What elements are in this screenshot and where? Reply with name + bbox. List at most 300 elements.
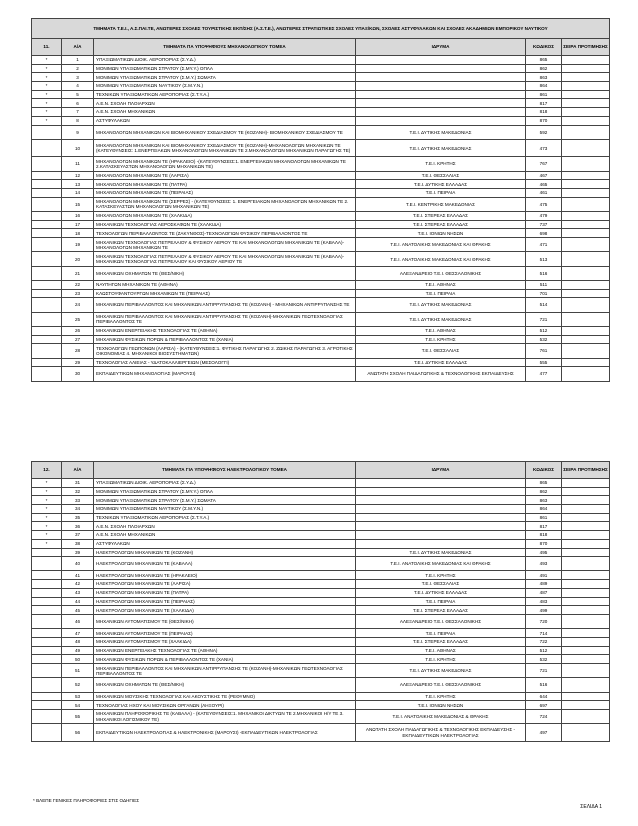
- department-code: 701: [526, 289, 562, 298]
- department-name: ΗΛΕΚΤΡΟΛΟΓΩΝ ΜΗΧΑΝΙΚΩΝ ΤΕ (ΚΑΒΑΛΑ): [94, 557, 356, 571]
- row-mark: [32, 588, 62, 597]
- institution-name: Τ.Ε.Ι. ΑΝΑΤΟΛΙΚΗΣ ΜΑΚΕΔΟΝΙΑΣ ΚΑΙ ΘΡΑΚΗΣ: [356, 238, 526, 252]
- department-name: ΗΛΕΚΤΡΟΛΟΓΩΝ ΜΗΧΑΝΙΚΩΝ ΤΕ (ΠΑΤΡΑ): [94, 588, 356, 597]
- preference-order-cell[interactable]: [562, 252, 610, 266]
- row-number: 26: [62, 326, 94, 335]
- row-mark: *: [32, 522, 62, 531]
- table-row: [32, 220, 610, 229]
- table-row: [32, 496, 610, 505]
- row-mark: [32, 701, 62, 710]
- preference-order-cell[interactable]: [562, 655, 610, 664]
- preference-order-cell[interactable]: [562, 189, 610, 198]
- row-number: 43: [62, 588, 94, 597]
- department-code: 467: [526, 171, 562, 180]
- institution-name: Τ.Ε.Ι. ΠΕΙΡΑΙΑ: [356, 289, 526, 298]
- department-name: Α.Ε.Ν. ΣΧΟΛΗ ΠΛΟΙΑΡΧΩΝ: [94, 99, 356, 108]
- row-mark: [32, 197, 62, 211]
- section-12-rows: [32, 479, 610, 742]
- row-number: 27: [62, 335, 94, 344]
- row-number: 23: [62, 289, 94, 298]
- department-name: ΝΑΥΠΗΓΩΝ ΜΗΧΑΝΙΚΩΝ ΤΕ (ΑΘΗΝΑ): [94, 281, 356, 290]
- row-number: 24: [62, 298, 94, 312]
- department-name: ΥΠΑΞΙΩΜΑΤΙΚΩΝ ΔΙΟΙΚ. ΑΕΡΟΠΟΡΙΑΣ (Σ.Υ.Δ.): [94, 56, 356, 65]
- preference-order-cell[interactable]: [562, 312, 610, 326]
- department-name: ΜΗΧΑΝΟΛΟΓΩΝ ΜΗΧΑΝΙΚΩΝ ΚΑΙ ΒΙΟΜΗΧΑΝΙΚΟΥ ΣΧΕΔΙΑΣΜΟΥ ΤΕ (ΚΟΖΑΝΗ)- ΒΙΟΜΗΧΑΝΙΚΟΥ ΣΧΕΔΙΑΣΜΟΥ ΤΕ: [94, 125, 356, 139]
- institution-name: [356, 64, 526, 73]
- department-code: 512: [526, 326, 562, 335]
- table-row: [32, 522, 610, 531]
- row-number: 19: [62, 238, 94, 252]
- row-number: 50: [62, 655, 94, 664]
- row-mark: [32, 312, 62, 326]
- table-row: [32, 606, 610, 615]
- row-number: 9: [62, 125, 94, 139]
- institution-name: ΑΝΩΤΑΤΗ ΣΧΟΛΗ ΠΑΙΔΑΓΩΓΙΚΗΣ & ΤΕΧΝΟΛΟΓΙΚΗΣ ΕΚΠΑΙΔΕΥΣΗΣ - ΕΚΠΑΙΔΕΥΤΙΚΩΝ ΗΛΕΚΤΡΟΛΟΓΙΑΣ: [356, 724, 526, 742]
- department-code: 495: [526, 548, 562, 557]
- table-row: [32, 548, 610, 557]
- institution-name: Τ.Ε.Ι. ΔΥΤΙΚΗΣ ΜΑΚΕΔΟΝΙΑΣ: [356, 663, 526, 677]
- table-row: [32, 655, 610, 664]
- table-row: [32, 580, 610, 589]
- row-mark: [32, 157, 62, 171]
- row-number: 51: [62, 663, 94, 677]
- department-code: 493: [526, 557, 562, 571]
- institution-name: Τ.Ε.Ι. ΘΕΣΣΑΛΙΑΣ: [356, 344, 526, 358]
- preference-order-cell[interactable]: [562, 90, 610, 99]
- preference-order-cell[interactable]: [562, 157, 610, 171]
- institution-name: [356, 73, 526, 82]
- preference-order-cell[interactable]: [562, 709, 610, 723]
- row-mark: [32, 171, 62, 180]
- department-name: ΜΗΧΑΝΟΛΟΓΩΝ ΜΗΧΑΝΙΚΩΝ ΤΕ (ΧΑΛΚΙΔΑ): [94, 212, 356, 221]
- department-name: ΜΗΧΑΝΙΚΩΝ ΦΥΣΙΚΩΝ ΠΟΡΩΝ & ΠΕΡΙΒΑΛΛΟΝΤΟΣ ΤΕ (ΧΑΝΙΑ): [94, 655, 356, 664]
- department-name: ΜΗΧΑΝΙΚΩΝ ΟΧΗΜΑΤΩΝ ΤΕ (ΘΕΣ/ΝΙΚΗ): [94, 266, 356, 280]
- preference-order-cell[interactable]: [562, 505, 610, 514]
- row-number: 49: [62, 646, 94, 655]
- row-number: 41: [62, 571, 94, 580]
- preference-order-cell[interactable]: [562, 479, 610, 488]
- row-mark: [32, 637, 62, 646]
- department-code: 721: [526, 663, 562, 677]
- preference-order-cell[interactable]: [562, 513, 610, 522]
- department-name: ΤΕΧΝΟΛΟΓΙΑΣ ΑΛΙΕΙΑΣ - ΥΔΑΤΟΚΑΛΛΙΕΡΓΕΙΩΝ (ΜΕΣΟΛΟΓΓΙ): [94, 358, 356, 367]
- department-name: Α.Ε.Ν. ΣΧΟΛΗ ΜΗΧΑΝΙΚΩΝ: [94, 108, 356, 117]
- row-mark: [32, 367, 62, 381]
- institution-name: [356, 99, 526, 108]
- department-code: 865: [526, 479, 562, 488]
- institution-name: [356, 108, 526, 117]
- department-code: 555: [526, 358, 562, 367]
- row-number: 16: [62, 212, 94, 221]
- institution-name: Τ.Ε.Ι. ΘΕΣΣΑΛΙΑΣ: [356, 171, 526, 180]
- institution-name: Τ.Ε.Ι. ΘΕΣΣΑΛΙΑΣ: [356, 580, 526, 589]
- preference-order-cell[interactable]: [562, 487, 610, 496]
- department-name: ΜΗΧΑΝΙΚΩΝ ΕΝΕΡΓΕΙΑΚΗΣ ΤΕΧΝΟΛΟΓΙΑΣ ΤΕ (ΑΘΗΝΑ): [94, 646, 356, 655]
- institution-name: [356, 505, 526, 514]
- preference-order-cell[interactable]: [562, 606, 610, 615]
- document-title: ΤΜΗΜΑΤΑ Τ.Ε.Ι., Α.Σ.ΠΑΙ.ΤΕ, ΑΝΩΤΕΡΕΣ ΣΧΟΛΕΣ ΤΟΥΡΙΣΤΙΚΗΣ ΕΚΠ/ΣΗΣ (Α.Σ.Τ.Ε.), ΑΝΩΤΕΡΕΣ ΣΤΡΑΤΙΩΤΙΚΕΣ ΣΧΟΛΕΣ ΥΠΑΞ/ΚΩΝ, ΣΧΟΛΕΣ ΑΣΤΥΦΥΛΑΚΩΝ ΚΑΙ ΣΧΟΛΕΣ ΑΚΑΔΗΜΙΩΝ ΕΜΠΟΡΙΚΟΥ ΝΑΥΤΙΚΟΥ: [32, 19, 610, 39]
- table-row: [32, 298, 610, 312]
- table-row: [32, 312, 610, 326]
- department-code: 737: [526, 220, 562, 229]
- row-mark: [32, 266, 62, 280]
- institution-name: Τ.Ε.Ι. ΑΘΗΝΑΣ: [356, 281, 526, 290]
- table-row: [32, 571, 610, 580]
- department-code: 499: [526, 606, 562, 615]
- section-11-table: [31, 18, 610, 382]
- department-code: 863: [526, 73, 562, 82]
- row-number: 14: [62, 189, 94, 198]
- institution-name: [356, 539, 526, 548]
- row-mark: *: [32, 496, 62, 505]
- preference-order-cell[interactable]: [562, 614, 610, 628]
- row-mark: [32, 358, 62, 367]
- row-mark: [32, 606, 62, 615]
- department-name: ΜΟΝΙΜΩΝ ΥΠΑΞΙΩΜΑΤΙΚΩΝ ΣΤΡΑΤΟΥ (Σ.Μ.Υ.) ΣΩΜΑΤΑ: [94, 496, 356, 505]
- column-header-preference: ΣΕΙΡΑ ΠΡΟΤΙΜΗΣΗΣ: [562, 39, 610, 56]
- table-row: [32, 629, 610, 638]
- row-number: 8: [62, 116, 94, 125]
- institution-name: [356, 522, 526, 531]
- preference-order-cell[interactable]: [562, 289, 610, 298]
- institution-name: [356, 531, 526, 540]
- table-row: [32, 531, 610, 540]
- preference-order-cell[interactable]: [562, 580, 610, 589]
- institution-name: Τ.Ε.Ι. ΔΥΤΙΚΗΣ ΕΛΛΑΔΑΣ: [356, 358, 526, 367]
- column-header-institution: ΙΔΡΥΜΑ: [356, 462, 526, 479]
- table-row: [32, 56, 610, 65]
- table-row: [32, 724, 610, 742]
- row-mark: [32, 614, 62, 628]
- row-number: 13: [62, 180, 94, 189]
- table-row: [32, 479, 610, 488]
- row-mark: [32, 580, 62, 589]
- row-number: 55: [62, 709, 94, 723]
- table-row: [32, 701, 610, 710]
- institution-name: [356, 479, 526, 488]
- row-mark: [32, 298, 62, 312]
- preference-order-cell[interactable]: [562, 724, 610, 742]
- table-row: [32, 663, 610, 677]
- row-number: 37: [62, 531, 94, 540]
- preference-order-cell[interactable]: [562, 116, 610, 125]
- department-name: ΜΗΧΑΝΙΚΩΝ ΤΕΧΝΟΛΟΓΙΑΣ ΠΕΤΡΕΛΑΙΟΥ & ΦΥΣΙΚΟΥ ΑΕΡΙΟΥ ΤΕ ΚΑΙ ΜΗΧΑΝΟΛΟΓΩΝ ΜΗΧΑΝΙΚΩΝ ΤΕ (ΚΑΒΑΛΑ)-ΜΗΧΑΝΟΛΟΓΩΝ ΜΗΧΑΝΙΚΩΝ ΤΕ: [94, 238, 356, 252]
- row-number: 56: [62, 724, 94, 742]
- row-number: 42: [62, 580, 94, 589]
- table-row: [32, 335, 610, 344]
- row-number: 2: [62, 64, 94, 73]
- table-row: [32, 139, 610, 157]
- row-mark: [32, 289, 62, 298]
- department-code: 497: [526, 724, 562, 742]
- preference-order-cell[interactable]: [562, 335, 610, 344]
- institution-name: Τ.Ε.Ι. ΚΡΗΤΗΣ: [356, 335, 526, 344]
- preference-order-cell[interactable]: [562, 212, 610, 221]
- row-number: 11: [62, 157, 94, 171]
- row-mark: *: [32, 487, 62, 496]
- column-header-preference: ΣΕΙΡΑ ΠΡΟΤΙΜΗΣΗΣ: [562, 462, 610, 479]
- row-number: 46: [62, 614, 94, 628]
- row-number: 31: [62, 479, 94, 488]
- row-number: 6: [62, 99, 94, 108]
- table-row: [32, 229, 610, 238]
- preference-order-cell[interactable]: [562, 238, 610, 252]
- department-name: ΜΗΧΑΝΙΚΩΝ ΜΟΥΣΙΚΗΣ ΤΕΧΝΟΛΟΓΙΑΣ ΚΑΙ ΑΚΟΥΣΤΙΚΗΣ ΤΕ (ΡΕΘΥΜΝΟ): [94, 692, 356, 701]
- department-code: 592: [526, 125, 562, 139]
- department-code: 721: [526, 312, 562, 326]
- department-name: ΜΗΧΑΝΙΚΩΝ ΤΕΧΝΟΛΟΓΙΑΣ ΠΕΤΡΕΛΑΙΟΥ & ΦΥΣΙΚΟΥ ΑΕΡΙΟΥ ΤΕ ΚΑΙ ΜΗΧΑΝΟΛΟΓΩΝ ΜΗΧΑΝΙΚΩΝ ΤΕ (ΚΑΒΑΛΑ)-ΜΗΧΑΝΙΚΩΝ ΤΕΧΝΟΛΟΓΙΑΣ ΠΕΤΡΕΛΑΙΟΥ ΚΑΙ ΦΥΣΙΚΟΥ ΑΕΡΙΟΥ ΤΕ: [94, 252, 356, 266]
- department-code: 720: [526, 614, 562, 628]
- row-number: 47: [62, 629, 94, 638]
- row-number: 54: [62, 701, 94, 710]
- column-header-aa: Α/Α: [62, 462, 94, 479]
- department-name: ΜΟΝΙΜΩΝ ΥΠΑΞΙΩΜΑΤΙΚΩΝ ΣΤΡΑΤΟΥ (Σ.ΜΥ.Υ.) ΟΠΛΑ: [94, 487, 356, 496]
- institution-name: Τ.Ε.Ι. ΑΝΑΤΟΛΙΚΗΣ ΜΑΚΕΔΟΝΙΑΣ ΚΑΙ ΘΡΑΚΗΣ: [356, 557, 526, 571]
- preference-order-cell[interactable]: [562, 197, 610, 211]
- institution-name: Τ.Ε.Ι. ΔΥΤΙΚΗΣ ΜΑΚΕΔΟΝΙΑΣ: [356, 298, 526, 312]
- preference-order-cell[interactable]: [562, 531, 610, 540]
- row-mark: [32, 180, 62, 189]
- row-number: 22: [62, 281, 94, 290]
- institution-name: Τ.Ε.Ι. ΑΘΗΝΑΣ: [356, 326, 526, 335]
- preference-order-cell[interactable]: [562, 629, 610, 638]
- institution-name: Τ.Ε.Ι. ΔΥΤΙΚΗΣ ΜΑΚΕΔΟΝΙΑΣ: [356, 125, 526, 139]
- department-code: 722: [526, 637, 562, 646]
- department-code: 532: [526, 335, 562, 344]
- department-code: 477: [526, 367, 562, 381]
- row-number: 18: [62, 229, 94, 238]
- section-number: 11.: [32, 39, 62, 56]
- department-code: 514: [526, 298, 562, 312]
- department-code: 714: [526, 629, 562, 638]
- row-mark: *: [32, 479, 62, 488]
- department-name: ΜΗΧΑΝΟΛΟΓΩΝ ΜΗΧΑΝΙΚΩΝ ΚΑΙ ΒΙΟΜΗΧΑΝΙΚΟΥ ΣΧΕΔΙΑΣΜΟΥ ΤΕ (ΚΟΖΑΝΗ)-ΜΗΧΑΝΟΛΟΓΩΝ ΜΗΧΑΝΙΚΩΝ ΤΕ (ΚΑΤΕΥΘΥΝΣΕΙΣ: 1.ΕΝΕΡΓΕΙΑΚΩΝ ΜΗΧΑΝΟΛΟΓΩΝ ΜΗΧΑΝΙΚΩΝ ΤΕ 2.ΜΗΧΑΝΟΛΟΓΩΝ ΜΗΧΑΝΙΚΩΝ ΠΑΡΑΓΩΓΗΣ ΤΕ): [94, 139, 356, 157]
- department-name: ΜΗΧΑΝΙΚΩΝ ΑΥΤΟΜΑΤΙΣΜΟΥ ΤΕ (ΧΑΛΚΙΔΑ): [94, 637, 356, 646]
- institution-name: Τ.Ε.Ι. ΔΥΤΙΚΗΣ ΜΑΚΕΔΟΝΙΑΣ: [356, 548, 526, 557]
- department-name: ΤΕΧΝΙΚΩΝ ΥΠΑΞΙΩΜΑΤΙΚΩΝ ΑΕΡΟΠΟΡΙΑΣ (Σ.Τ.Υ.Α.): [94, 513, 356, 522]
- preference-order-cell[interactable]: [562, 663, 610, 677]
- preference-order-cell[interactable]: [562, 597, 610, 606]
- row-mark: [32, 655, 62, 664]
- department-code: 489: [526, 580, 562, 589]
- institution-name: Τ.Ε.Ι. ΠΕΙΡΑΙΑ: [356, 629, 526, 638]
- preference-order-cell[interactable]: [562, 557, 610, 571]
- preference-order-cell[interactable]: [562, 692, 610, 701]
- preference-order-cell[interactable]: [562, 496, 610, 505]
- row-number: 48: [62, 637, 94, 646]
- department-name: ΑΣΤΥΦΥΛΑΚΩΝ: [94, 539, 356, 548]
- table-row: [32, 637, 610, 646]
- row-number: 39: [62, 548, 94, 557]
- institution-name: Τ.Ε.Ι. ΚΡΗΤΗΣ: [356, 692, 526, 701]
- row-number: 40: [62, 557, 94, 571]
- institution-name: Τ.Ε.Ι. ΔΥΤΙΚΗΣ ΕΛΛΑΔΑΣ: [356, 180, 526, 189]
- preference-order-cell[interactable]: [562, 298, 610, 312]
- row-number: 29: [62, 358, 94, 367]
- preference-order-cell[interactable]: [562, 358, 610, 367]
- column-header-code: ΚΩΔΙΚΟΣ: [526, 39, 562, 56]
- row-mark: *: [32, 505, 62, 514]
- department-code: 818: [526, 531, 562, 540]
- row-number: 35: [62, 513, 94, 522]
- row-number: 38: [62, 539, 94, 548]
- table-row: [32, 539, 610, 548]
- column-header-code: ΚΩΔΙΚΟΣ: [526, 462, 562, 479]
- row-mark: [32, 252, 62, 266]
- row-number: 20: [62, 252, 94, 266]
- table-row: [32, 90, 610, 99]
- row-number: 30: [62, 367, 94, 381]
- table-row: [32, 487, 610, 496]
- row-number: 10: [62, 139, 94, 157]
- department-code: 516: [526, 678, 562, 692]
- table-row: [32, 513, 610, 522]
- table-row: [32, 108, 610, 117]
- institution-name: [356, 82, 526, 91]
- department-name: Α.Ε.Ν. ΣΧΟΛΗ ΜΗΧΑΝΙΚΩΝ: [94, 531, 356, 540]
- department-code: 516: [526, 266, 562, 280]
- preference-order-cell[interactable]: [562, 548, 610, 557]
- table-row: [32, 505, 610, 514]
- department-name: ΗΛΕΚΤΡΟΛΟΓΩΝ ΜΗΧΑΝΙΚΩΝ ΤΕ (ΛΑΡΙΣΑ): [94, 580, 356, 589]
- department-name: Α.Ε.Ν. ΣΧΟΛΗ ΠΛΟΙΑΡΧΩΝ: [94, 522, 356, 531]
- department-code: 767: [526, 157, 562, 171]
- preference-order-cell[interactable]: [562, 344, 610, 358]
- preference-order-cell[interactable]: [562, 139, 610, 157]
- row-number: 1: [62, 56, 94, 65]
- section-12-table: [31, 461, 610, 742]
- table-row: [32, 358, 610, 367]
- institution-name: Τ.Ε.Ι. ΙΟΝΙΩΝ ΝΗΣΩΝ: [356, 229, 526, 238]
- department-code: 465: [526, 180, 562, 189]
- department-name: ΜΗΧΑΝΙΚΩΝ ΦΥΣΙΚΩΝ ΠΟΡΩΝ & ΠΕΡΙΒΑΛΛΟΝΤΟΣ ΤΕ (ΧΑΝΙΑ): [94, 335, 356, 344]
- preference-order-cell[interactable]: [562, 678, 610, 692]
- row-number: 12: [62, 171, 94, 180]
- row-number: 36: [62, 522, 94, 531]
- row-mark: [32, 335, 62, 344]
- department-name: ΜΗΧΑΝΙΚΩΝ ΠΕΡΙΒΑΛΛΟΝΤΟΣ ΚΑΙ ΜΗΧΑΝΙΚΩΝ ΑΝΤΙΡΡΥΠΑΝΣΗΣ ΤΕ (ΚΟΖΑΝΗ)-ΜΗΧΑΝΙΚΩΝ ΓΕΩΤΕΧΝΟΛΟΓΙΑΣ ΠΕΡΙΒΑΛΛΟΝΤΟΣ ΤΕ: [94, 663, 356, 677]
- institution-name: Τ.Ε.Ι. ΙΟΝΙΩΝ ΝΗΣΩΝ: [356, 701, 526, 710]
- department-code: 475: [526, 197, 562, 211]
- preference-order-cell[interactable]: [562, 522, 610, 531]
- row-mark: [32, 597, 62, 606]
- row-number: 21: [62, 266, 94, 280]
- preference-order-cell[interactable]: [562, 125, 610, 139]
- preference-order-cell[interactable]: [562, 220, 610, 229]
- row-mark: [32, 220, 62, 229]
- department-code: 817: [526, 99, 562, 108]
- row-mark: *: [32, 513, 62, 522]
- preference-order-cell[interactable]: [562, 646, 610, 655]
- preference-order-cell[interactable]: [562, 266, 610, 280]
- table-row: [32, 289, 610, 298]
- department-name: ΜΗΧΑΝΟΛΟΓΩΝ ΜΗΧΑΝΙΚΩΝ ΤΕ (ΠΕΙΡΑΙΑΣ): [94, 189, 356, 198]
- institution-name: Τ.Ε.Ι. ΔΥΤΙΚΗΣ ΜΑΚΕΔΟΝΙΑΣ: [356, 312, 526, 326]
- table-row: [32, 266, 610, 280]
- preference-order-cell[interactable]: [562, 281, 610, 290]
- institution-name: Τ.Ε.Ι. ΔΥΤΙΚΗΣ ΕΛΛΑΔΑΣ: [356, 588, 526, 597]
- department-code: 473: [526, 139, 562, 157]
- preference-order-cell[interactable]: [562, 82, 610, 91]
- column-header-institution: ΙΔΡΥΜΑ: [356, 39, 526, 56]
- department-name: ΜΗΧΑΝΟΛΟΓΩΝ ΜΗΧΑΝΙΚΩΝ ΤΕ (ΗΡΑΚΛΕΙΟ) -(ΚΑΤΕΥΘΥΝΣΕΙΣ:1. ΕΝΕΡΓΕΙΑΚΩΝ ΜΗΧΑΝΟΛΟΓΩΝ ΜΗΧΑΝΙΚΩΝ ΤΕ 2.ΚΑΤΑΣΚΕΥΑΣΤΩΝ ΜΗΧΑΝΟΛΟΓΩΝ ΜΗΧΑΝΙΚΩΝ ΤΕ): [94, 157, 356, 171]
- row-mark: [32, 709, 62, 723]
- row-mark: *: [32, 90, 62, 99]
- row-number: 15: [62, 197, 94, 211]
- department-code: 644: [526, 692, 562, 701]
- row-number: 5: [62, 90, 94, 99]
- row-mark: [32, 281, 62, 290]
- table-row: [32, 197, 610, 211]
- institution-name: Τ.Ε.Ι. ΔΥΤΙΚΗΣ ΜΑΚΕΔΟΝΙΑΣ: [356, 139, 526, 157]
- department-code: 864: [526, 505, 562, 514]
- preference-order-cell[interactable]: [562, 73, 610, 82]
- institution-name: ΑΛΕΞΑΝΔΡΕΙΟ Τ.Ε.Ι. ΘΕΣΣΑΛΟΝΙΚΗΣ: [356, 266, 526, 280]
- department-code: 861: [526, 90, 562, 99]
- department-name: ΜΗΧΑΝΙΚΩΝ ΤΕΧΝΟΛΟΓΙΑΣ ΑΕΡΟΣΚΑΦΩΝ ΤΕ (ΧΑΛΚΙΔΑ): [94, 220, 356, 229]
- row-mark: [32, 557, 62, 571]
- row-mark: *: [32, 539, 62, 548]
- department-name: ΜΗΧΑΝΙΚΩΝ ΠΕΡΙΒΑΛΛΟΝΤΟΣ ΚΑΙ ΜΗΧΑΝΙΚΩΝ ΑΝΤΙΡΡΥΠΑΝΣΗΣ ΤΕ (ΚΟΖΑΝΗ)-ΜΗΧΑΝΙΚΩΝ ΓΕΩΤΕΧΝΟΛΟΓΙΑΣ ΠΕΡΙΒΑΛΛΟΝΤΟΣ ΤΕ: [94, 312, 356, 326]
- preference-order-cell[interactable]: [562, 701, 610, 710]
- table-row: [32, 125, 610, 139]
- row-number: 53: [62, 692, 94, 701]
- row-mark: [32, 548, 62, 557]
- department-code: 817: [526, 522, 562, 531]
- preference-order-cell[interactable]: [562, 99, 610, 108]
- preference-order-cell[interactable]: [562, 637, 610, 646]
- institution-name: Τ.Ε.Ι. ΚΡΗΤΗΣ: [356, 571, 526, 580]
- table-row: [32, 588, 610, 597]
- preference-order-cell[interactable]: [562, 229, 610, 238]
- department-name: ΗΛΕΚΤΡΟΛΟΓΩΝ ΜΗΧΑΝΙΚΩΝ ΤΕ (ΗΡΑΚΛΕΙΟ): [94, 571, 356, 580]
- preference-order-cell[interactable]: [562, 108, 610, 117]
- institution-name: Τ.Ε.Ι. ΚΡΗΤΗΣ: [356, 157, 526, 171]
- row-mark: [32, 571, 62, 580]
- department-code: 761: [526, 344, 562, 358]
- row-mark: *: [32, 73, 62, 82]
- table-row: [32, 344, 610, 358]
- department-name: ΚΛΩΣΤΟΥΦΑΝΤΟΥΡΓΩΝ ΜΗΧΑΝΙΚΩΝ ΤΕ (ΠΕΙΡΑΙΑΣ): [94, 289, 356, 298]
- preference-order-cell[interactable]: [562, 539, 610, 548]
- department-code: 487: [526, 588, 562, 597]
- row-mark: [32, 125, 62, 139]
- row-mark: [32, 663, 62, 677]
- department-name: ΜΗΧΑΝΙΚΩΝ ΠΛΗΡΟΦΟΡΙΚΗΣ ΤΕ (ΚΑΒΑΛΑ) - (ΚΑΤΕΥΘΥΝΣΕΙΣ:1. ΜΗΧΑΝΙΚΟΙ ΔΙΚΤΥΩΝ ΤΕ 2.ΜΗΧΑΝΙΚΟΙ Η/Υ ΤΕ 3. ΜΗΧΑΝΙΚΟΙ ΛΟΓΙΣΜΙΚΟΥ ΤΕ): [94, 709, 356, 723]
- preference-order-cell[interactable]: [562, 571, 610, 580]
- preference-order-cell[interactable]: [562, 367, 610, 381]
- department-code: 513: [526, 252, 562, 266]
- institution-name: [356, 496, 526, 505]
- department-code: 483: [526, 597, 562, 606]
- institution-name: Τ.Ε.Ι. ΣΤΕΡΕΑΣ ΕΛΛΑΔΑΣ: [356, 637, 526, 646]
- department-code: 724: [526, 709, 562, 723]
- preference-order-cell[interactable]: [562, 56, 610, 65]
- department-name: ΜΟΝΙΜΩΝ ΥΠΑΞΙΩΜΑΤΙΚΩΝ ΣΤΡΑΤΟΥ (Σ.Μ.Υ.) ΣΩΜΑΤΑ: [94, 73, 356, 82]
- department-name: ΜΗΧΑΝΙΚΩΝ ΑΥΤΟΜΑΤΙΣΜΟΥ ΤΕ (ΠΕΙΡΑΙΑΣ): [94, 629, 356, 638]
- preference-order-cell[interactable]: [562, 64, 610, 73]
- preference-order-cell[interactable]: [562, 171, 610, 180]
- preference-order-cell[interactable]: [562, 588, 610, 597]
- department-name: ΜΗΧΑΝΟΛΟΓΩΝ ΜΗΧΑΝΙΚΩΝ ΤΕ (ΣΕΡΡΕΣ) - (ΚΑΤΕΥΘΥΝΣΕΙΣ: 1. ΕΝΕΡΓΕΙΑΚΩΝ ΜΗΧΑΝΟΛΟΓΩΝ ΜΗΧΑΝΙΚΩΝ ΤΕ 2. ΚΑΤΑΣΚΕΥΑΣΤΩΝ ΜΗΧΑΝΟΛΟΓΩΝ ΜΗΧΑΝΙΚΩΝ ΤΕ): [94, 197, 356, 211]
- table-row: [32, 281, 610, 290]
- department-name: ΜΟΝΙΜΩΝ ΥΠΑΞΙΩΜΑΤΙΚΩΝ ΝΑΥΤΙΚΟΥ (Σ.Μ.Υ.Ν.): [94, 505, 356, 514]
- department-code: 865: [526, 56, 562, 65]
- preference-order-cell[interactable]: [562, 180, 610, 189]
- row-number: 3: [62, 73, 94, 82]
- preference-order-cell[interactable]: [562, 326, 610, 335]
- table-row: [32, 73, 610, 82]
